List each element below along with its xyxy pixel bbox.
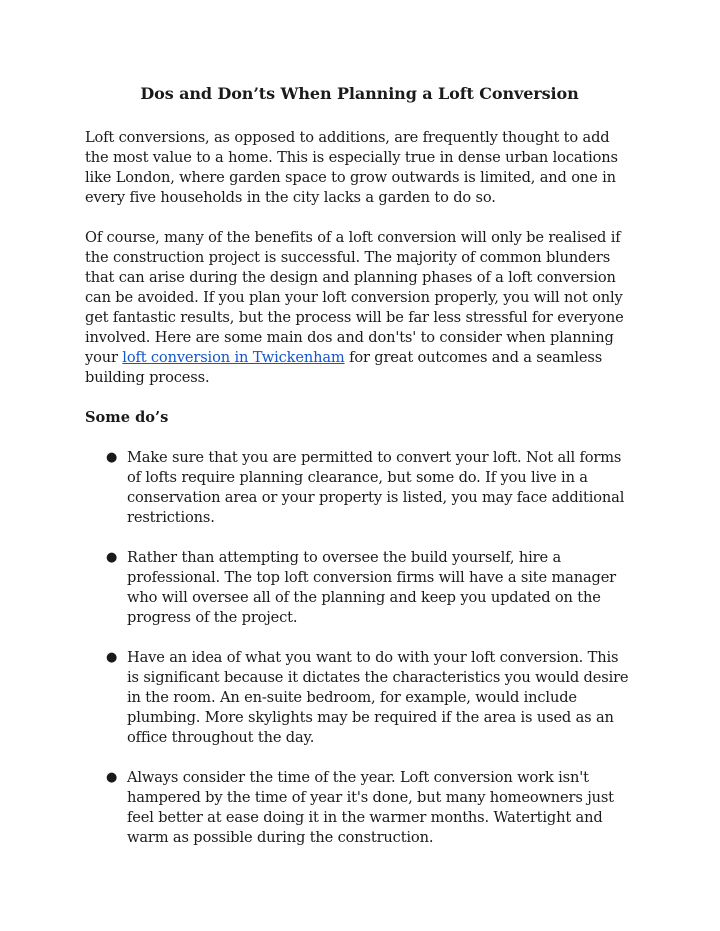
bullet-icon: ● (106, 550, 118, 565)
page-title: Dos and Don’ts When Planning a Loft Conversion (140, 84, 579, 103)
bullet-icon: ● (106, 770, 118, 785)
list-item (106, 648, 634, 748)
dos-list (85, 448, 634, 848)
list-item (106, 768, 634, 848)
benefits-text-end: for great outcomes and a seamless building process. (85, 349, 603, 386)
list-item-text: Make sure that you are permitted to convert your loft. Not all forms of lofts require planning clearance, but some do. If you live in a conservation area or your property is listed, you may face additional restrictions. (127, 449, 625, 526)
benefits-paragraph (85, 228, 634, 388)
list-item (106, 548, 634, 628)
list-item-text: Always consider the time of the year. Loft conversion work isn't hampered by the time of year it's done, but many homeowners just feel better at ease doing it in the warmer months. Watertight and warm as possible during the construction. (127, 769, 614, 846)
list-item-text: Rather than attempting to oversee the build yourself, hire a professional. The top loft conversion firms will have a site manager who will oversee all of the planning and keep you updated on the progress of the project. (127, 549, 617, 626)
section-heading-dos: Some do’s (85, 409, 169, 426)
list-item (106, 448, 634, 528)
list-item-text: Have an idea of what you want to do with your loft conversion. This is significant because it dictates the characteristics you would desire in the room. An en-suite bedroom, for example, would include plumbing. More skylights may be required if the area is used as an office throughout the day. (127, 649, 629, 746)
bullet-icon: ● (106, 650, 118, 665)
bullet-icon: ● (106, 450, 118, 465)
benefits-text: Of course, many of the benefits of a loft conversion will only be realised if the construction project is successful. The majority of common blunders that can arise during the design and planning phases of a loft conversion can be avoided. If you plan your loft conversion properly, you will not only get fantastic results, but the process will be far less stressful for everyone involved. Here are some main dos and don'ts' to consider when planning your (85, 229, 624, 366)
loft-conversion-link[interactable]: loft conversion in Twickenham (122, 349, 345, 366)
intro-paragraph: Loft conversions, as opposed to additions, are frequently thought to add the most value to a home. This is especially true in dense urban locations like London, where garden space to grow outwards is limited, and one in every five households in the city lacks a garden to do so. (85, 129, 618, 206)
